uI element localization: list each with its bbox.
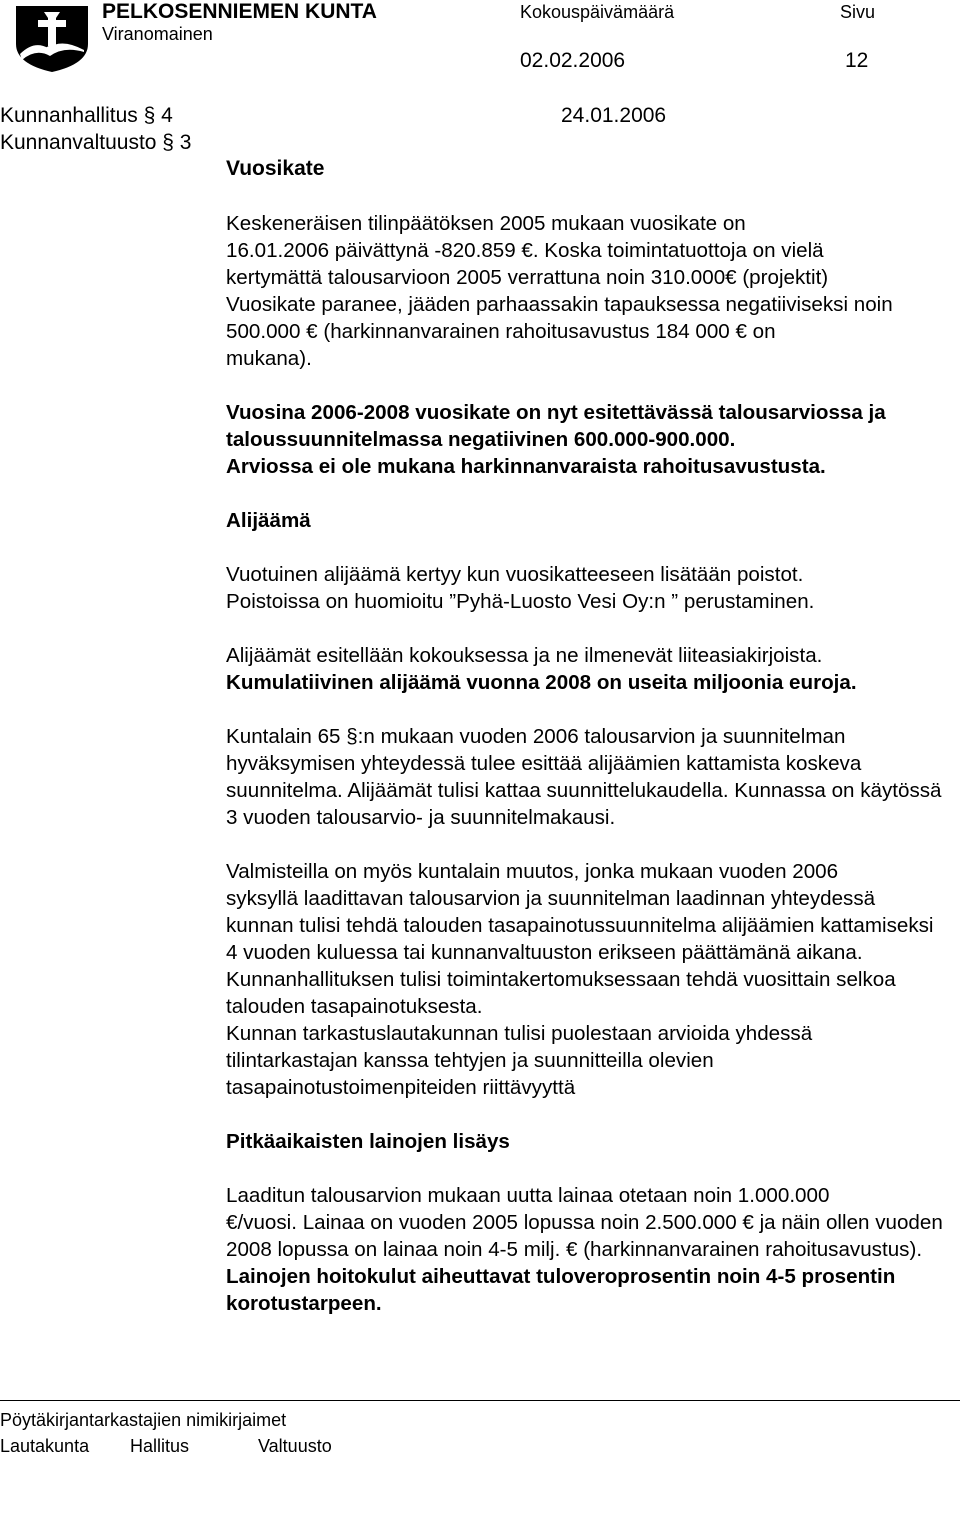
reference-board-date: 24.01.2006 [561, 104, 667, 127]
paragraph-vuosikate: Keskeneräisen tilinpäätöksen 2005 mukaan vuosikate on 16.01.2006 päivättynä -820.859 €. Koska toimintatuottoja on vielä kertymättä talousarvioon 2005 verrattuna noin 310.000€ (projektit) Vuosikate paranee, jääden parhaassakin tapauksessa negatiiviseksi noin 500.000 € (harkinnanvarainen rahoitusavustus 184 000 € on mukana). [226, 212, 893, 370]
signatures-label: Pöytäkirjantarkastajien nimikirjaimet [0, 1410, 287, 1430]
paragraph-law-change: Valmisteilla on myös kuntalain muutos, jonka mukaan vuoden 2006 syksyllä laadittavan talousarvion ja suunnitelman laadinnan yhteydessä kunnan tulisi tehdä talouden tasapainotussuunnitelma alijäämien kattamiseksi 4 vuoden kuluessa tai kunnanvaltuuston erikseen päättämänä aikana. Kunnanhallituksen tulisi toimintakertomuksessaan tehdä vuosittain selkoa talouden tasapainotuksesta. Kunnan tarkastuslautakunnan tulisi puolestaan arvioida yhdessä tilintarkastajan kanssa tehtyjen ja suunnitteilla olevien tasapainotustoimenpiteiden riittävyyttä [226, 860, 934, 1099]
document-body [226, 210, 944, 1344]
footer-body-valtuusto: Valtuusto [258, 1436, 332, 1456]
section-title: Vuosikate [226, 157, 325, 180]
paragraph-alijaama-accrual: Vuotuinen alijäämä kertyy kun vuosikatteeseen lisätään poistot. [226, 563, 804, 586]
footer-body-hallitus: Hallitus [130, 1436, 190, 1456]
loans-costs-text: Lainojen hoitokulut aiheuttavat tuloveroprosentin noin 4-5 prosentin korotustarpeen. [226, 1265, 896, 1315]
paragraph-alijaama-cumulative: Kumulatiivinen alijäämä vuonna 2008 on useita miljoonia euroja. [226, 671, 857, 694]
paragraph-alijaama-presented: Alijäämät esitellään kokouksessa ja ne ilmenevät liiteasiakirjoista. [226, 644, 823, 667]
paragraph-loans [226, 1182, 944, 1317]
footer-divider [0, 1400, 960, 1401]
paragraph-kuntalaki: Kuntalain 65 §:n mukaan vuoden 2006 talousarvion ja suunnitelman hyväksymisen yhteydessä tulee esittää alijäämien kattamista koskeva suunnitelma. Alijäämät tulisi kattaa suunnittelukaudella. Kunnassa on käytössä 3 vuoden talousarvio- ja suunnitelmakausi. [226, 725, 942, 829]
municipal-coat-of-arms-logo [14, 4, 90, 74]
reference-council-section: Kunnanvaltuusto § 3 [0, 131, 192, 154]
meeting-date: 02.02.2006 [520, 49, 626, 72]
loans-text: Laaditun talousarvion mukaan uutta lainaa otetaan noin 1.000.000 €/vuosi. Lainaa on vuoden 2005 lopussa noin 2.500.000 € ja näin ollen vuoden 2008 lopussa on lainaa noin 4-5 milj. € (harkinnanvarainen rahoitusavustus). [226, 1184, 943, 1261]
page-label: Sivu [840, 2, 876, 22]
meeting-date-label: Kokouspäivämäärä [520, 2, 675, 22]
heading-alijaama: Alijäämä [226, 509, 311, 532]
reference-board-section: Kunnanhallitus § 4 [0, 104, 173, 127]
organization-name: PELKOSENNIEMEN KUNTA [102, 0, 377, 23]
heading-lainat: Pitkäaikaisten lainojen lisäys [226, 1130, 510, 1153]
organization-unit: Viranomainen [102, 24, 213, 44]
page-number: 12 [845, 49, 869, 72]
paragraph-vuosikate-forecast: Vuosina 2006-2008 vuosikate on nyt esitettävässä talousarviossa ja taloussuunnitelmassa negatiivinen 600.000-900.000. Arviossa ei ole mukana harkinnanvaraista rahoitusavustusta. [226, 401, 886, 478]
footer-body-lautakunta: Lautakunta [0, 1436, 90, 1456]
paragraph-alijaama-depreciation: Poistoissa on huomioitu ”Pyhä-Luosto Vesi Oy:n ” perustaminen. [226, 590, 815, 613]
